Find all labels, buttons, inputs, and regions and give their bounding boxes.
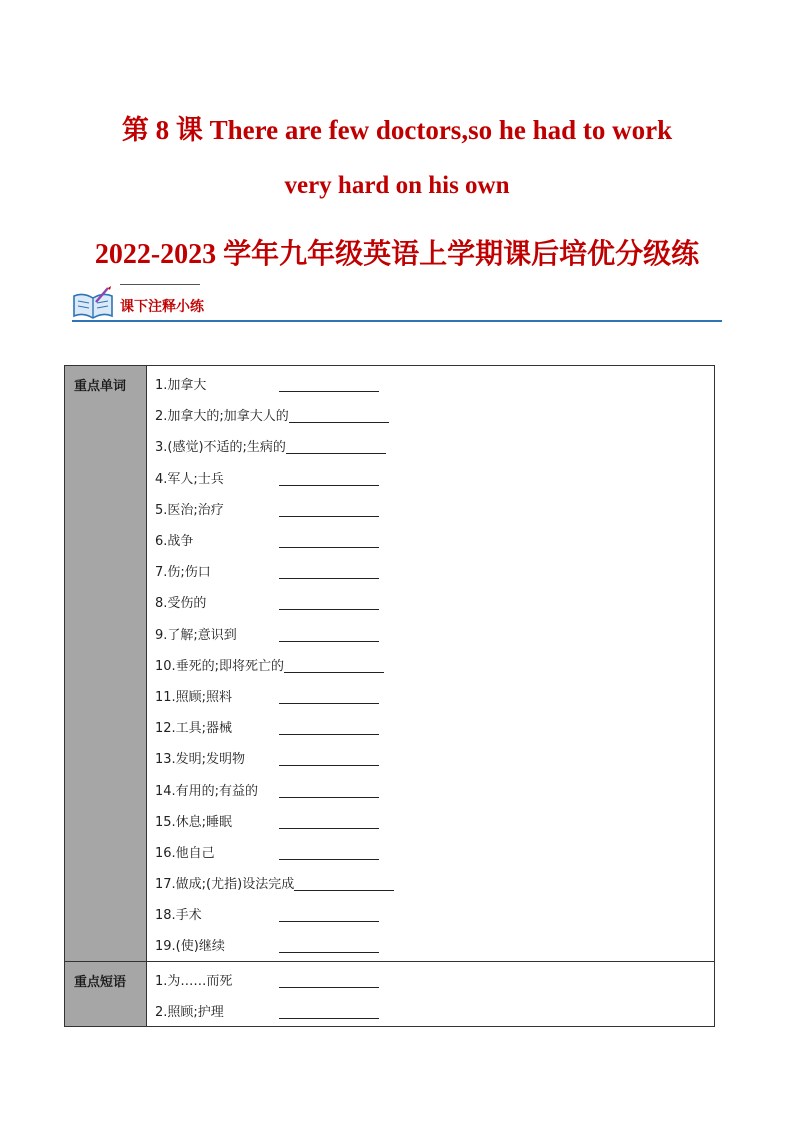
answer-blank[interactable] — [279, 379, 379, 392]
item-prompt: 15.休息;睡眠 — [155, 814, 233, 830]
open-book-pencil-icon — [72, 286, 114, 320]
section-rule — [72, 320, 722, 322]
list-item — [147, 929, 714, 960]
title-line-3: 2022-2023 学年九年级英语上学期课后培优分级练 — [94, 239, 700, 270]
list-item — [147, 836, 714, 867]
item-prompt: 14.有用的;有益的 — [155, 783, 259, 799]
list-item — [147, 773, 714, 804]
list-item — [147, 462, 714, 493]
list-item — [147, 867, 714, 898]
item-list — [147, 366, 714, 961]
list-item — [147, 430, 714, 461]
list-item — [147, 964, 714, 995]
section-label: 课下注释小练 — [120, 299, 204, 315]
item-prompt: 11.照顾;照料 — [155, 689, 233, 705]
answer-blank[interactable] — [279, 535, 379, 548]
answer-blank[interactable] — [279, 504, 379, 517]
answer-blank[interactable] — [279, 847, 379, 860]
list-item — [147, 649, 714, 680]
item-prompt: 2.照顾;护理 — [155, 1004, 224, 1020]
list-item — [147, 493, 714, 524]
answer-blank[interactable] — [279, 597, 379, 610]
list-item — [147, 524, 714, 555]
item-prompt: 4.军人;士兵 — [155, 471, 224, 487]
item-prompt: 19.(使)继续 — [155, 939, 225, 955]
answer-blank[interactable] — [279, 940, 379, 953]
header-top-line — [120, 284, 200, 285]
list-item — [147, 618, 714, 649]
item-prompt: 1.加拿大 — [155, 378, 207, 394]
list-item — [147, 711, 714, 742]
list-item — [147, 368, 714, 399]
list-item — [147, 680, 714, 711]
list-item — [147, 742, 714, 773]
answer-blank[interactable] — [279, 566, 379, 579]
answer-blank[interactable] — [294, 878, 394, 891]
list-item — [147, 555, 714, 586]
answer-blank[interactable] — [279, 785, 379, 798]
list-item — [147, 898, 714, 929]
answer-blank[interactable] — [279, 753, 379, 766]
item-prompt: 9.了解;意识到 — [155, 627, 237, 643]
item-prompt: 12.工具;器械 — [155, 721, 233, 737]
section-header — [72, 282, 722, 326]
answer-blank[interactable] — [279, 629, 379, 642]
answer-blank[interactable] — [279, 473, 379, 486]
item-prompt: 13.发明;发明物 — [155, 752, 246, 768]
category-label: 重点单词 — [65, 366, 147, 961]
answer-blank[interactable] — [279, 975, 379, 988]
category-label: 重点短语 — [65, 962, 147, 1026]
list-item — [147, 995, 714, 1026]
answer-blank[interactable] — [279, 816, 379, 829]
table-block — [65, 366, 714, 962]
item-prompt: 6.战争 — [155, 534, 194, 550]
item-prompt: 3.(感觉)不适的;生病的 — [155, 440, 286, 456]
item-prompt: 18.手术 — [155, 908, 202, 924]
item-prompt: 17.做成;(尤指)设法完成 — [155, 877, 295, 893]
title-line-2: very hard on his own — [284, 172, 510, 199]
item-prompt: 5.医治;治疗 — [155, 502, 224, 518]
answer-blank[interactable] — [279, 722, 379, 735]
list-item — [147, 805, 714, 836]
answer-blank[interactable] — [279, 691, 379, 704]
answer-blank[interactable] — [279, 909, 379, 922]
answer-blank[interactable] — [284, 660, 384, 673]
item-prompt: 16.他自己 — [155, 845, 215, 861]
item-prompt: 8.受伤的 — [155, 596, 207, 612]
list-item — [147, 399, 714, 430]
item-prompt: 10.垂死的;即将死亡的 — [155, 658, 285, 674]
item-prompt: 2.加拿大的;加拿大人的 — [155, 409, 289, 425]
answer-blank[interactable] — [286, 441, 386, 454]
answer-blank[interactable] — [289, 410, 389, 423]
item-prompt: 7.伤;伤口 — [155, 565, 211, 581]
vocab-table — [64, 365, 715, 1027]
item-prompt: 1.为……而死 — [155, 973, 233, 989]
answer-blank[interactable] — [279, 1006, 379, 1019]
list-item — [147, 586, 714, 617]
item-list — [147, 962, 714, 1026]
table-block — [65, 962, 714, 1026]
title-line-1: 第 8 课 There are few doctors,so he had to work — [121, 115, 673, 145]
